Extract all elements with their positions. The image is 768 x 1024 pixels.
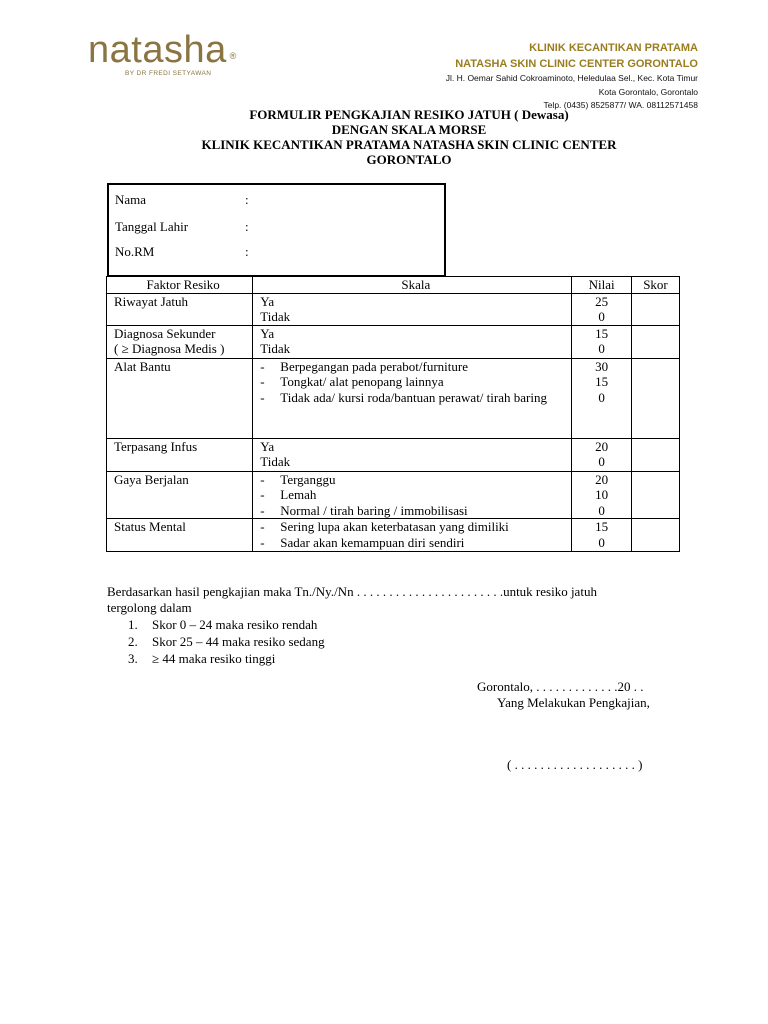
name-label: Nama [115, 192, 147, 207]
table-body [107, 293, 680, 552]
dash-bullet: - [260, 502, 265, 518]
clinic-address-line2: Kota Gorontalo, Gorontalo [598, 86, 698, 97]
factor-cell [107, 471, 253, 519]
risk-category-list [128, 616, 325, 667]
conclusion-text [107, 584, 687, 615]
value-number: 10 [595, 487, 609, 502]
list-text: ≥ 44 maka resiko tinggi [152, 651, 276, 666]
logo-brand: natasha [88, 29, 227, 71]
title-line4: GORONTALO [366, 152, 452, 167]
list-number: 1. [128, 617, 138, 632]
signature-name-line: ( . . . . . . . . . . . . . . . . . . . ) [507, 757, 643, 772]
dash-bullet: - [260, 487, 265, 502]
patient-identity-box [107, 183, 446, 277]
rm-row [115, 244, 249, 260]
scale-option [260, 472, 571, 488]
dash-bullet: - [260, 358, 265, 374]
table-row [107, 519, 680, 552]
scale-option [260, 503, 571, 519]
morse-scale-table [106, 276, 680, 552]
value-number: 0 [598, 341, 605, 356]
scale-option [260, 390, 571, 406]
value-cell [572, 519, 632, 552]
conclusion-line1: Berdasarkan hasil pengkajian maka Tn./Ny./Nn . . . . . . . . . . . . . . . . . . . . . . .untuk resiko jatuh [107, 584, 597, 599]
header-scale: Skala [253, 277, 572, 294]
form-title [0, 107, 768, 167]
scale-option-text: Sering lupa akan keterbatasan yang dimiliki [280, 519, 509, 534]
value-number: 30 [595, 358, 609, 374]
value-cell [572, 358, 632, 438]
scale-option: Ya [260, 293, 275, 309]
value-cell [572, 438, 632, 471]
factor-cell [107, 519, 253, 552]
list-item [128, 616, 325, 633]
scale-option-text: Tidak ada/ kursi roda/bantuan perawat/ tirah baring [280, 389, 547, 405]
factor-label: Alat Bantu [114, 358, 171, 374]
list-number: 3. [128, 651, 138, 666]
scale-cell [253, 325, 572, 358]
scale-option: Tidak [260, 454, 291, 469]
logo-tagline: BY DR FREDI SETYAWAN [125, 70, 212, 77]
scale-option: Ya [260, 325, 275, 341]
scale-option: Tidak [260, 309, 291, 324]
dash-bullet: - [260, 471, 265, 487]
header-factor: Faktor Resiko [107, 277, 253, 294]
scale-cell [253, 358, 572, 438]
rm-colon: : [245, 244, 249, 259]
dash-bullet: - [260, 374, 265, 389]
score-cell[interactable] [631, 358, 679, 438]
scale-option [260, 487, 571, 503]
dob-colon: : [245, 219, 249, 234]
title-line2: DENGAN SKALA MORSE [331, 122, 487, 137]
list-number: 2. [128, 634, 138, 649]
signature-role: Yang Melakukan Pengkajian, [497, 695, 650, 710]
clinic-name-line2: NATASHA SKIN CLINIC CENTER GORONTALO [455, 58, 698, 70]
clinic-address-line1: Jl. H. Oemar Sahid Cokroaminoto, Heledulaa Sel., Kec. Kota Timur [445, 73, 698, 83]
title-line1: FORMULIR PENGKAJIAN RESIKO JATUH ( Dewasa) [249, 107, 569, 122]
value-number: 0 [598, 502, 605, 518]
score-cell[interactable] [631, 325, 679, 358]
table-row [107, 438, 680, 471]
value-number: 15 [595, 325, 609, 341]
value-number: 20 [595, 471, 609, 487]
dash-bullet: - [260, 519, 265, 534]
factor-label: Diagnosa Sekunder [114, 325, 216, 341]
clinic-logo [88, 29, 237, 77]
factor-label: Gaya Berjalan [114, 471, 189, 487]
value-number: 0 [598, 389, 605, 405]
name-colon: : [245, 192, 249, 207]
table-header-row [107, 277, 680, 294]
list-text: Skor 0 – 24 maka resiko rendah [152, 617, 318, 632]
value-number: 0 [598, 309, 605, 324]
clinic-phone: Telp. (0435) 8525877/ WA. 08112571458 [543, 100, 698, 110]
factor-cell [107, 293, 253, 325]
header-value: Nilai [572, 277, 632, 294]
scale-option [260, 374, 571, 390]
score-cell[interactable] [631, 471, 679, 519]
dash-bullet: - [260, 389, 265, 405]
dash-bullet: - [260, 534, 265, 550]
rm-label: No.RM [115, 244, 155, 259]
list-item [128, 650, 325, 667]
factor-cell [107, 325, 253, 358]
score-cell[interactable] [631, 438, 679, 471]
score-cell[interactable] [631, 519, 679, 552]
scale-option-text: Terganggu [280, 471, 336, 487]
factor-label: Status Mental [114, 519, 186, 534]
table-row [107, 471, 680, 519]
logo-wordmark [88, 29, 237, 71]
scale-cell [253, 293, 572, 325]
scale-cell [253, 438, 572, 471]
name-row [115, 192, 249, 208]
scale-option [260, 535, 571, 551]
scale-option [260, 519, 571, 535]
table-row [107, 358, 680, 438]
scale-option-text: Berpegangan pada perabot/furniture [280, 358, 468, 374]
factor-cell [107, 438, 253, 471]
signature-place-date: Gorontalo, . . . . . . . . . . . . .20 . . [477, 679, 644, 694]
scale-option-text: Lemah [280, 487, 317, 502]
scale-option [260, 359, 571, 375]
table-row [107, 293, 680, 325]
header-score: Skor [631, 277, 679, 294]
value-number: 0 [598, 454, 605, 469]
value-number: 0 [598, 534, 605, 550]
value-number: 20 [595, 438, 609, 454]
scale-cell [253, 519, 572, 552]
scale-option: Ya [260, 438, 275, 454]
conclusion-line2: tergolong dalam [107, 599, 192, 615]
logo-registered-mark: ® [229, 51, 237, 61]
value-number: 15 [595, 519, 609, 534]
dob-label: Tanggal Lahir [115, 219, 189, 234]
dob-row [115, 219, 249, 235]
scale-option-text: Normal / tirah baring / immobilisasi [280, 502, 468, 518]
value-cell [572, 325, 632, 358]
factor-label: Terpasang Infus [114, 438, 198, 454]
list-item [128, 633, 325, 650]
table-row [107, 325, 680, 358]
scale-cell [253, 471, 572, 519]
clinic-name-line1: KLINIK KECANTIKAN PRATAMA [529, 42, 698, 54]
scale-option-text: Sadar akan kemampuan diri sendiri [280, 534, 465, 550]
factor-label: Riwayat Jatuh [114, 293, 189, 309]
scale-option-text: Tongkat/ alat penopang lainnya [280, 374, 444, 389]
value-number: 25 [595, 293, 609, 309]
title-line3: KLINIK KECANTIKAN PRATAMA NATASHA SKIN CLINIC CENTER [201, 137, 617, 152]
value-cell [572, 293, 632, 325]
scale-option: Tidak [260, 341, 291, 356]
factor-cell [107, 358, 253, 438]
factor-label: ( ≥ Diagnosa Medis ) [114, 341, 225, 356]
score-cell[interactable] [631, 293, 679, 325]
value-cell [572, 471, 632, 519]
value-number: 15 [595, 374, 609, 389]
list-text: Skor 25 – 44 maka resiko sedang [152, 634, 325, 649]
clinic-info [446, 40, 698, 113]
